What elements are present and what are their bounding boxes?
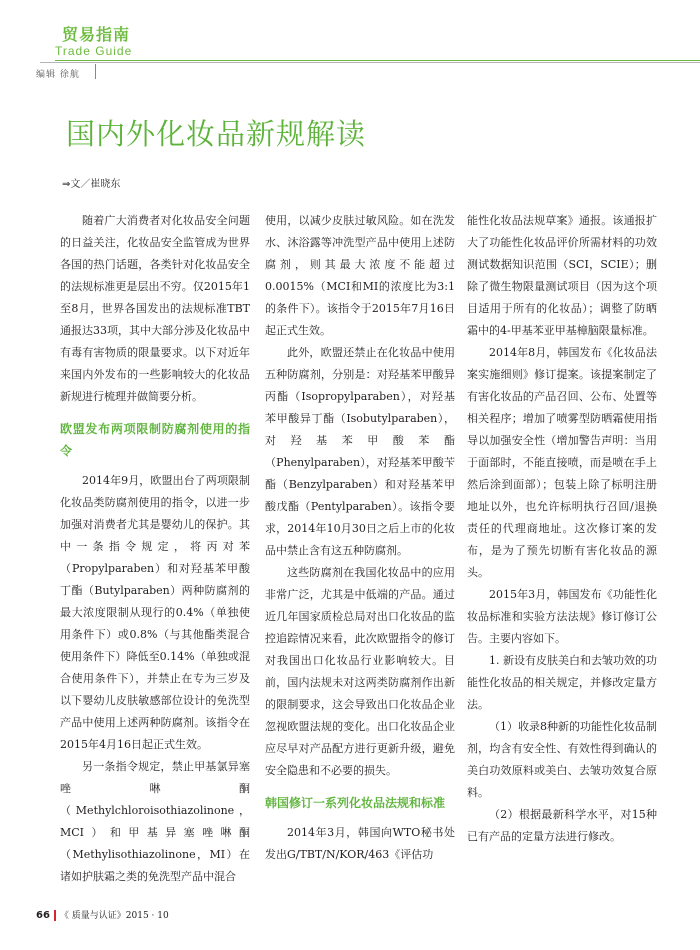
paragraph: （2）根据最新科学水平，对15种已有产品的定量方法进行修改。 — [467, 808, 657, 843]
editor-credit: 编辑 徐航 — [36, 70, 80, 80]
section-heading: 欧盟发布两项限制防腐剂使用的指令 — [60, 422, 250, 458]
paragraph: 2015年3月，韩国发布《功能性化妆品标准和实验方法法规》修订修订公告。主要内容如下。 — [467, 588, 657, 645]
header-green-rule — [55, 60, 700, 61]
paragraph: 此外，欧盟还禁止在化妆品中使用五种防腐剂，分别是：对羟基苯甲酸异丙酯（Isopropylparaben），对羟基苯甲酸异丁酯（Isobutylparaben），对羟基苯甲酸苯酯（Phenylparaben），对羟基苯甲酸苄酯（Benzylparaben）和对羟基苯甲酸戊酯（Pentylparaben）。该指令要求，2014年10月30日之后上市的化妆品中禁止含有这五种防腐剂。 — [265, 346, 455, 557]
article-author: ⇒文／崔晓东 — [62, 179, 121, 190]
section-heading: 韩国修订一系列化妆品法规和标准 — [265, 796, 446, 810]
paragraph: 能性化妆品法规草案》通报。该通报扩大了功能性化妆品评价所需材料的功效测试数据知识范围（SCI，SCIE）；删除了微生物限量测试项目（因为这个项目适用于所有的化妆品）；调整了防晒霜中的4-甲基苯亚甲基樟脑限量标准。 — [467, 214, 657, 337]
paragraph: 2014年3月，韩国向WTO秘书处发出G/TBT/N/KOR/463《评估功 — [265, 826, 455, 861]
paragraph: 另一条指令规定，禁止甲基氯异塞唑啉酮（Methylchloroisothiazolinone，MCI）和甲基异塞唑啉酮（Methylisothiazolinone，MI）在诸如护肤霜之类的免洗型产品中混合 — [60, 760, 250, 883]
section-title-cn: 贸易指南 — [62, 25, 131, 44]
paragraph: （1）收录8种新的功能性化妆品制剂，均含有安全性、有效性得到确认的美白功效原料或美白、去皱功效复合原料。 — [467, 720, 657, 799]
footer-divider — [54, 910, 56, 921]
article-column-1 — [60, 210, 250, 888]
page-footer — [36, 908, 169, 921]
article-column-2 — [265, 210, 455, 866]
paragraph: 2014年8月，韩国发布《化妆品法案实施细则》修订提案。该提案制定了有害化妆品的产品召回、公布、处置等相关程序；增加了喷雾型防晒霜使用指导以加强安全性（增加警告声明：当用于面部时，不能直接喷，而是喷在手上然后涂到面部）；包装上除了标明注册地址以外，也允许标明执行召回/退换责任的代理商地址。这次修订案的发布，是为了预先切断有害化妆品的源头。 — [467, 346, 657, 579]
paragraph: 这些防腐剂在我国化妆品中的应用非常广泛，尤其是中低端的产品。通过近几年国家质检总局对出口化妆品的监控追踪情况来看，此次欧盟指令的修订对我国出口化妆品行业影响较大。目前，国内法规未对这两类防腐剂作出新的限制要求，这会导致出口化妆品企业忽视欧盟法规的变化。出口化妆品企业应尽早对产品配方进行更新升级，避免安全隐患和不必要的损失。 — [265, 566, 455, 777]
paragraph: 1. 新设有皮肤美白和去皱功效的功能性化妆品的相关规定，并修改定量方法。 — [467, 654, 657, 711]
article-column-3 — [467, 210, 657, 848]
editor-divider — [95, 64, 96, 79]
header-gray-rule — [40, 62, 700, 63]
section-title-en: Trade Guide — [55, 44, 133, 58]
paragraph: 随着广大消费者对化妆品安全问题的日益关注，化妆品安全监管成为世界各国的热门话题，各类针对化妆品安全的法规标准更是层出不穷。仅2015年1至8月，世界各国发出的法规标准TBT通报达33项，其中大部分涉及化妆品中有毒有害物质的限量要求。以下对近年来国内外发布的一些影响较大的化妆品新规进行梳理并做简要分析。 — [60, 214, 250, 403]
article-title: 国内外化妆品新规解读 — [66, 117, 367, 151]
magazine-issue: 《 质量与认证》2015 · 10 — [59, 911, 169, 921]
page-number: 66 — [36, 910, 50, 921]
paragraph: 2014年9月，欧盟出台了两项限制化妆品类防腐剂使用的指令，以进一步加强对消费者尤其是婴幼儿的保护。其中一条指令规定，将丙对苯（Propylparaben）和对羟基苯甲酸丁酯（Butylparaben）两种防腐剂的最大浓度限制从现行的0.4%（单独使用条件下）或0.8%（与其他酯类混合使用条件下）降低至0.14%（单独或混合使用条件下），并禁止在专为三岁及以下婴幼儿皮肤敏感部位设计的免洗型产品中使用上述两种防腐剂。该指令在2015年4月16日起正式生效。 — [60, 474, 250, 751]
paragraph: 使用，以减少皮肤过敏风险。如在洗发水、沐浴露等冲洗型产品中使用上述防腐剂，则其最大浓度不能超过0.0015%（MCI和MI的浓度比为3:1的条件下）。该指令于2015年7月16日起正式生效。 — [265, 214, 455, 337]
